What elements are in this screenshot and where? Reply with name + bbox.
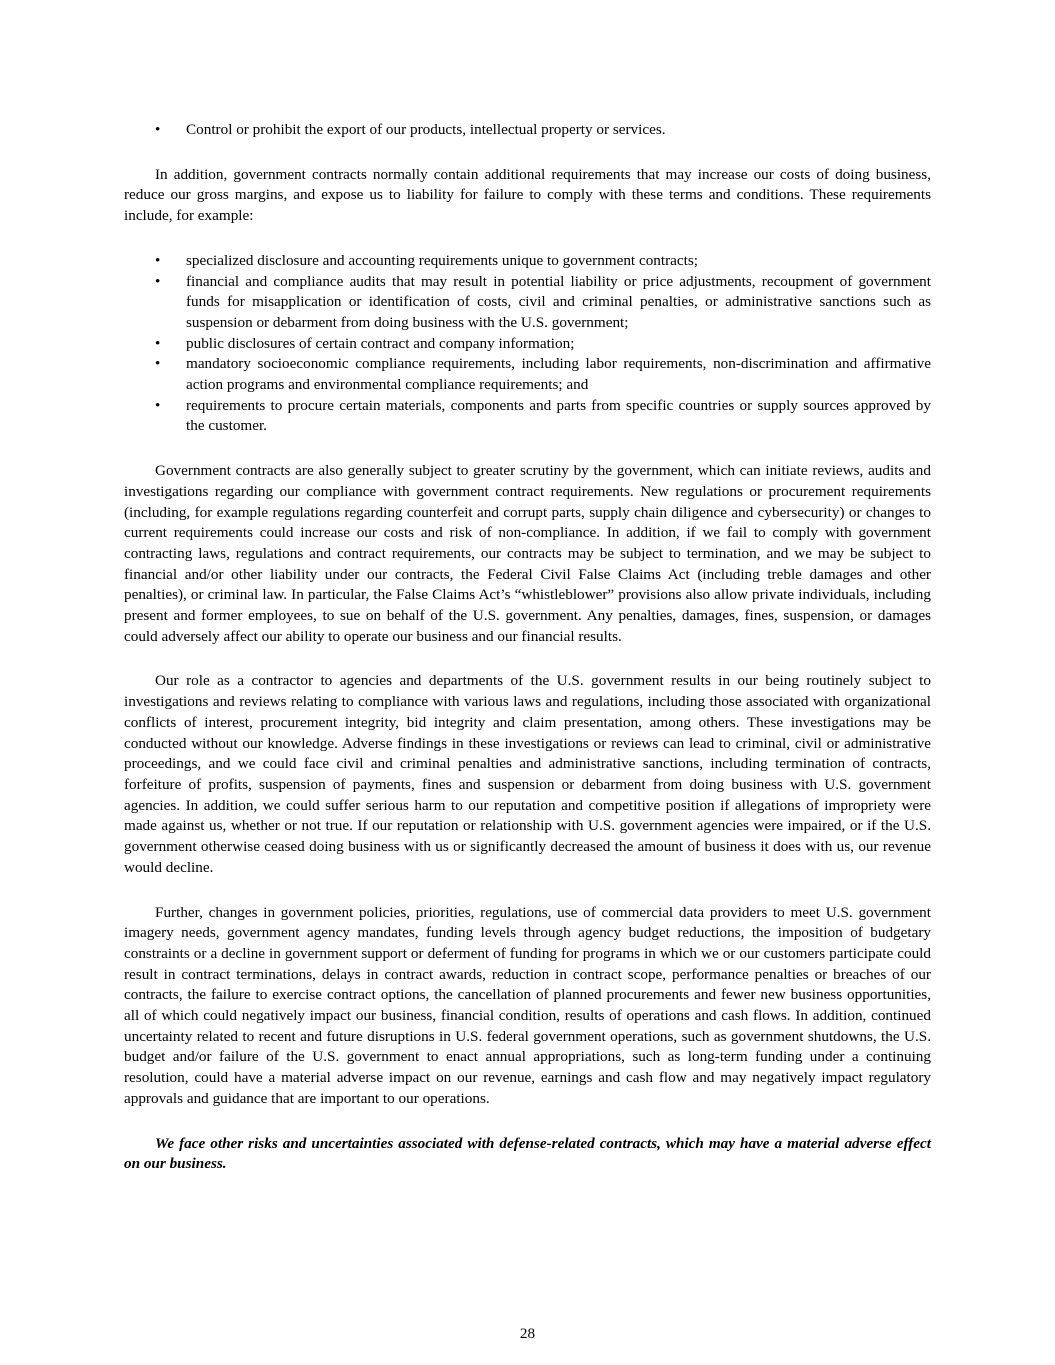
paragraph-contractor-role: Our role as a contractor to agencies and departments of the U.S. government results in our being routinely subject to investigations and reviews relating to compliance with various laws and regulations, including those associated with organizational conflicts of interest, procurement integrity, bid integrity and claim presentation, among others. These investigations may be conducted without our knowledge. Adverse findings in these investigations or reviews can lead to criminal, civil or administrative proceedings, and we could face civil and criminal penalties and administrative sanctions, including termination of contracts, forfeiture of profits, suspension of payments, fines and suspension or debarment from doing business with U.S. government agencies. In addition, we could suffer serious harm to our reputation and competitive position if allegations of impropriety were made against us, whether or not true. If our reputation or relationship with U.S. government agencies were impaired, or if the U.S. government otherwise ceased doing business with us or significantly decreased the amount of business it does with us, our revenue would decline. bbox=[124, 672, 931, 876]
list-item: • Control or prohibit the export of our products, intellectual property or services. bbox=[124, 120, 931, 141]
bullet-list-top bbox=[124, 120, 931, 141]
paragraph-requirements-intro: In addition, government contracts normally contain additional requirements that may increase our costs of doing business, reduce our gross margins, and expose us to liability for failure to comply with these terms and conditions. These requirements include, for example: bbox=[124, 165, 931, 225]
list-item: • public disclosures of certain contract and company information; bbox=[124, 334, 931, 355]
bullet-icon: • bbox=[155, 396, 161, 414]
bullet-icon: • bbox=[155, 272, 161, 290]
document-page bbox=[124, 120, 931, 1175]
bullet-list-requirements bbox=[124, 251, 931, 437]
list-item: • mandatory socioeconomic compliance requirements, including labor requirements, non-discrimination and affirmative action programs and environmental compliance requirements; and bbox=[155, 355, 931, 394]
risk-heading: We face other risks and uncertainties associated with defense-related contracts, which may have a material adverse effect on our business. bbox=[124, 1134, 931, 1173]
bullet-icon: • bbox=[155, 251, 161, 269]
paragraph-scrutiny: Government contracts are also generally subject to greater scrutiny by the government, which can initiate reviews, audits and investigations regarding our compliance with government contract requirements. New regulations or procurement requirements (including, for example regulations regarding counterfeit and corrupt parts, supply chain diligence and cybersecurity) or changes to current requirements could increase our costs and risk of non-compliance. In addition, if we fail to comply with government contracting laws, regulations and contract requirements, our contracts may be subject to termination, and we may be subject to financial and/or other liability under our contracts, the Federal Civil False Claims Act (including treble damages and other penalties), or criminal law. In particular, the False Claims Act’s “whistleblower” provisions also allow private individuals, including present and former employees, to sue on behalf of the U.S. government. Any penalties, damages, fines, suspension, or damages could adversely affect our ability to operate our business and our financial results. bbox=[124, 462, 931, 645]
bullet-icon: • bbox=[155, 121, 161, 138]
list-item: • financial and compliance audits that may result in potential liability or price adjustments, recoupment of government funds for misapplication or identification of costs, civil and criminal penalties, or administrative sanctions such as suspension or debarment from doing business with the U.S. government; bbox=[155, 272, 931, 331]
list-item: • specialized disclosure and accounting requirements unique to government contracts; bbox=[124, 251, 931, 272]
bullet-icon: • bbox=[155, 334, 161, 352]
paragraph-policy-changes: Further, changes in government policies, priorities, regulations, use of commercial data providers to meet U.S. government imagery needs, government agency mandates, funding levels through agency budget reductions, the imposition of budgetary constraints or a decline in government support or deferment of funding for programs in which we or our customers participate could result in contract terminations, delays in contract awards, reduction in contract scope, performance penalties or breaches of our contracts, the failure to exercise contract options, the cancellation of planned procurements and fewer new business opportunities, all of which could negatively impact our business, financial condition, results of operations and cash flows. In addition, continued uncertainty related to recent and future disruptions in U.S. federal government operations, such as government shutdowns, the U.S. budget and/or failure of the U.S. government to enact annual appropriations, such as long-term funding under a continuing resolution, could have a material adverse impact on our revenue, earnings and cash flow and may negatively impact regulatory approvals and guidance that are important to our operations. bbox=[124, 903, 931, 1107]
bullet-icon: • bbox=[155, 355, 161, 373]
page-number: 28 bbox=[519, 1325, 536, 1342]
list-item: • requirements to procure certain materials, components and parts from specific countries or supply sources approved by the customer. bbox=[155, 396, 931, 435]
